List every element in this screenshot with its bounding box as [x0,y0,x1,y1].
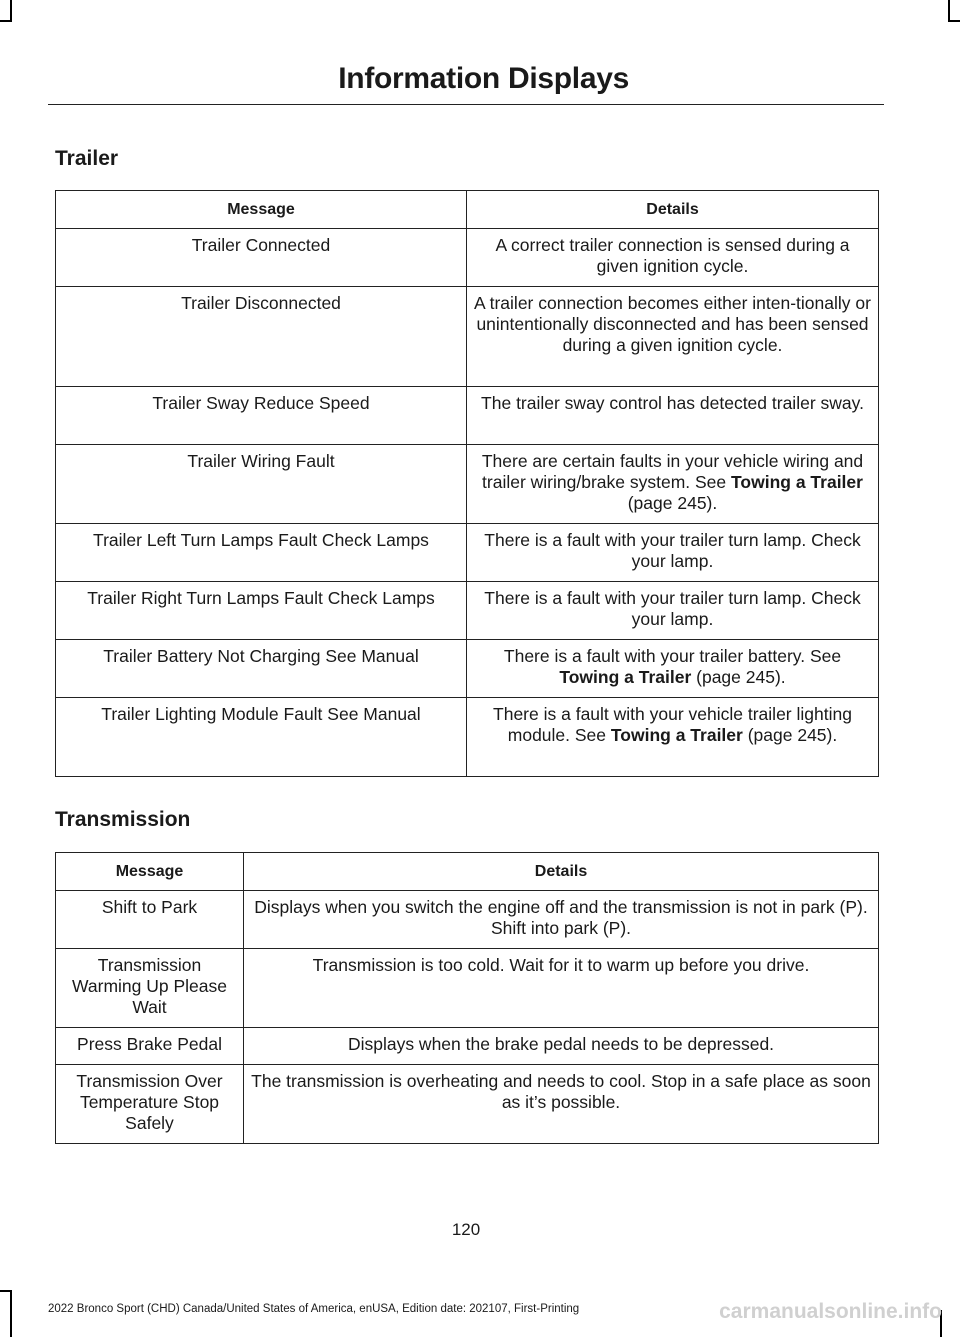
table-row [56,1065,879,1144]
cross-reference-link[interactable]: Towing a Trailer [559,667,692,687]
details-cell: Displays when you switch the engine off and the transmission is not in park (P). Shift into park (P). [244,891,879,949]
trailer-messages-table [55,190,879,777]
page-number: 120 [451,1220,481,1239]
details-cell [467,698,879,777]
column-header-message: Message [56,853,244,891]
message-cell: Press Brake Pedal [56,1028,244,1065]
message-cell: Trailer Battery Not Charging See Manual [56,640,467,698]
details-text: There are certain faults in your vehicle wiring and trailer wiring/brake system. See [481,451,864,492]
message-cell: Trailer Sway Reduce Speed [56,387,467,445]
table-row [56,287,879,387]
details-cell: The transmission is overheating and needs to cool. Stop in a safe place as soon as it’s possible. [244,1065,879,1144]
details-text: There is a fault with your vehicle trailer lighting module. See [493,704,852,745]
details-cell: There is a fault with your trailer turn lamp. Check your lamp. [467,524,879,582]
message-cell: Trailer Left Turn Lamps Fault Check Lamps [56,524,467,582]
edition-footer: 2022 Bronco Sport (CHD) Canada/United States of America, enUSA, Edition date: 202107, First-Printing [48,1303,580,1315]
crop-mark-top-left-h [0,20,12,22]
details-text: There is a fault with your trailer battery. See [503,646,842,666]
crop-mark-bottom-left-h [0,1290,12,1292]
table-row [56,387,879,445]
table-row [56,229,879,287]
details-cell: Displays when the brake pedal needs to be depressed. [244,1028,879,1065]
details-cell: The trailer sway control has detected trailer sway. [467,387,879,445]
message-cell: Trailer Connected [56,229,467,287]
table-row [56,891,879,949]
details-cell [467,640,879,698]
column-header-message: Message [56,191,467,229]
table-header-row [56,191,879,229]
crop-mark-top-left [10,0,12,22]
column-header-details: Details [244,853,879,891]
table-row [56,582,879,640]
table-header-row [56,853,879,891]
transmission-section-title: Transmission [55,808,191,831]
table-row [56,524,879,582]
crop-mark-bottom-left [10,1290,12,1337]
details-cell: A trailer connection becomes either inten-tionally or unintentionally disconnected and has been sensed during a given ignition cycle. [467,287,879,387]
details-cell [467,445,879,524]
message-cell: Trailer Disconnected [56,287,467,387]
table-row [56,640,879,698]
cross-reference-link[interactable]: Towing a Trailer [610,725,743,745]
details-cell: Transmission is too cold. Wait for it to warm up before you drive. [244,949,879,1028]
message-cell: Transmission Over Temperature Stop Safely [56,1065,244,1144]
table-row [56,698,879,777]
details-cell: There is a fault with your trailer turn lamp. Check your lamp. [467,582,879,640]
table-row [56,1028,879,1065]
crop-mark-top-right-h [948,20,960,22]
cross-reference-link[interactable]: Towing a Trailer [731,472,863,492]
column-header-details: Details [467,191,879,229]
page-reference: (page 245). [696,667,786,687]
message-cell: Trailer Wiring Fault [56,445,467,524]
message-cell: Transmission Warming Up Please Wait [56,949,244,1028]
page-reference: (page 245). [747,725,838,745]
table-row [56,445,879,524]
message-cell: Trailer Lighting Module Fault See Manual [56,698,467,777]
transmission-messages-table [55,852,879,1144]
page-header [48,62,884,105]
message-cell: Shift to Park [56,891,244,949]
crop-mark-top-right [948,0,950,22]
page-reference: (page 245). [627,493,718,513]
table-row [56,949,879,1028]
page-title: Information Displays [338,62,629,95]
details-cell: A correct trailer connection is sensed during a given ignition cycle. [467,229,879,287]
trailer-section-title: Trailer [55,147,119,170]
message-cell: Trailer Right Turn Lamps Fault Check Lamps [56,582,467,640]
watermark: carmanualsonline.info [719,1300,942,1323]
